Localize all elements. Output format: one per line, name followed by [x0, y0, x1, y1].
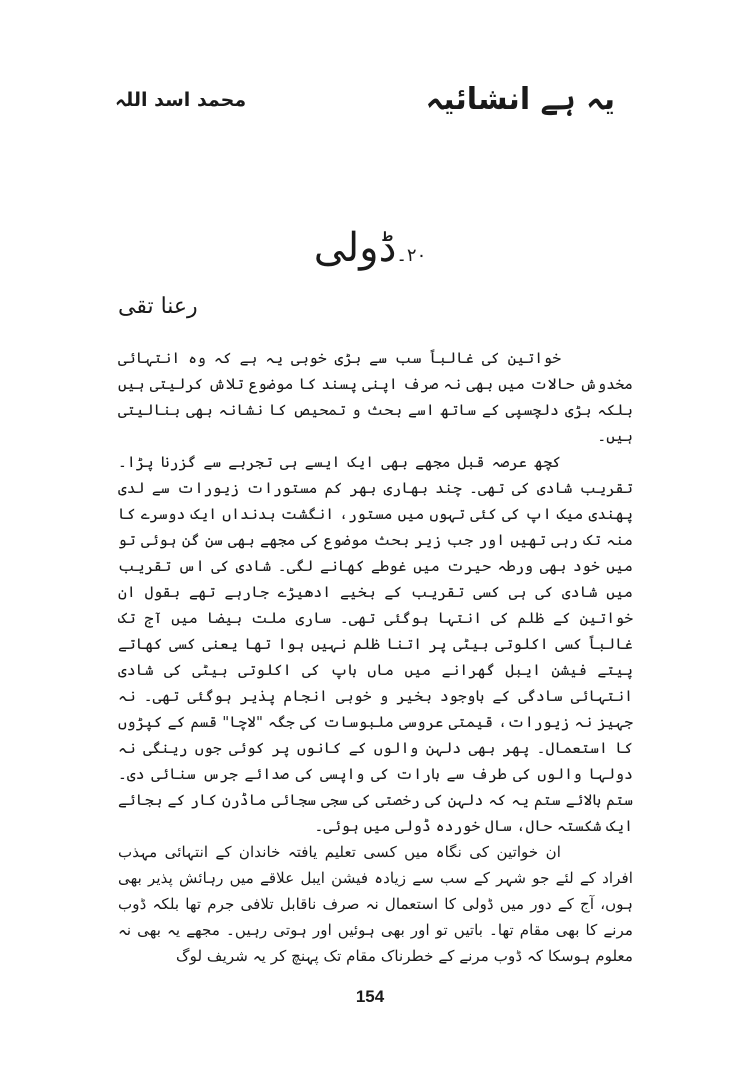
chapter-author: رعنا تقی — [118, 294, 198, 319]
chapter-heading — [0, 222, 740, 274]
chapter-title: ڈولی — [313, 225, 397, 271]
body-text — [118, 345, 633, 969]
paragraph: کچھ عرصہ قبل مجھے بھی ایک ایسے ہی تجربے سے گزرنا پڑا۔ تقریب شادی کی تھی۔ چند بھاری بھر کم مستورات زیورات سے لدی پھندی میک اپ کی کئی تہوں میں مستور، انگشت بدنداں ایک دوسرے کا منہ تک رہی تھیں اور جب زیر بحث موضوع کی مجھے بھی سن گن ہوئی تو میں خود بھی ورطہ حیرت میں غوطے کھانے لگی۔ شادی کی اس تقریب میں شادی کی ہی کسی تقریب کے بخیے ادھیڑے جارہے تھے بقول ان خواتین کے ظلم کی انتہا ہوگئی تھی۔ ساری ملت بیضا میں آج تک غالباً کسی اکلوتی بیٹی پر اتنا ظلم نہیں ہوا تھا یعنی کسی کھاتے پیتے فیشن ایبل گھرانے میں ماں باپ کی اکلوتی بیٹی کی شادی انتہائی سادگی کے باوجود بخیر و خوبی انجام پذیر ہوگئی تھی۔ نہ جہیز نہ زیورات، قیمتی عروسی ملبوسات کی جگہ "لاچا" قسم کے کپڑوں کا استعمال۔ پھر بھی دلہن والوں کے کانوں پر کوئی جوں رینگی نہ دولہا والوں کی طرف سے بارات کی واپسی کی صدائے جرس سنائی دی۔ ستم بالائے ستم یہ کہ دلہن کی رخصتی کی سجی سجائی ماڈرن کار کے بجائے ایک شکستہ حال، سال خوردہ ڈولی میں ہوئی۔ — [118, 453, 633, 835]
paragraph: ان خواتین کی نگاہ میں کسی تعلیم یافتہ خاندان کے انتہائی مہذب افراد کے لئے جو شہر کے سب سے زیادہ فیشن ایبل علاقے میں رہائش پذیر بھی ہوں، آج کے دور میں ڈولی کا استعمال نہ صرف ناقابل تلافی جرم تھا بلکہ ڈوب مرنے کا بھی مقام تھا۔ باتیں تو اور بھی ہوئیں اور ہوتی رہیں۔ مجھے یہ بھی نہ معلوم ہوسکا کہ ڈوب مرنے کے خطرناک مقام تک پہنچ کر یہ شریف لوگ — [118, 843, 633, 965]
chapter-number: ۲۰۔ — [396, 245, 427, 266]
page-number: 154 — [355, 987, 385, 1006]
paragraph: خواتین کی غالباً سب سے بڑی خوبی یہ ہے کہ وہ انتہائی مخدوش حالات میں بھی نہ صرف اپنی پسند کا موضوع تلاش کرلیتی ہیں بلکہ بڑی دلچسپی کے ساتھ اسے بحث و تمحیص کا نشانہ بھی بنالیتی ہیں۔ — [118, 349, 633, 445]
header-author: محمد اسد اللہ — [115, 89, 247, 111]
book-title: یہ ہے انشائیہ — [425, 82, 615, 117]
running-header — [115, 80, 615, 120]
